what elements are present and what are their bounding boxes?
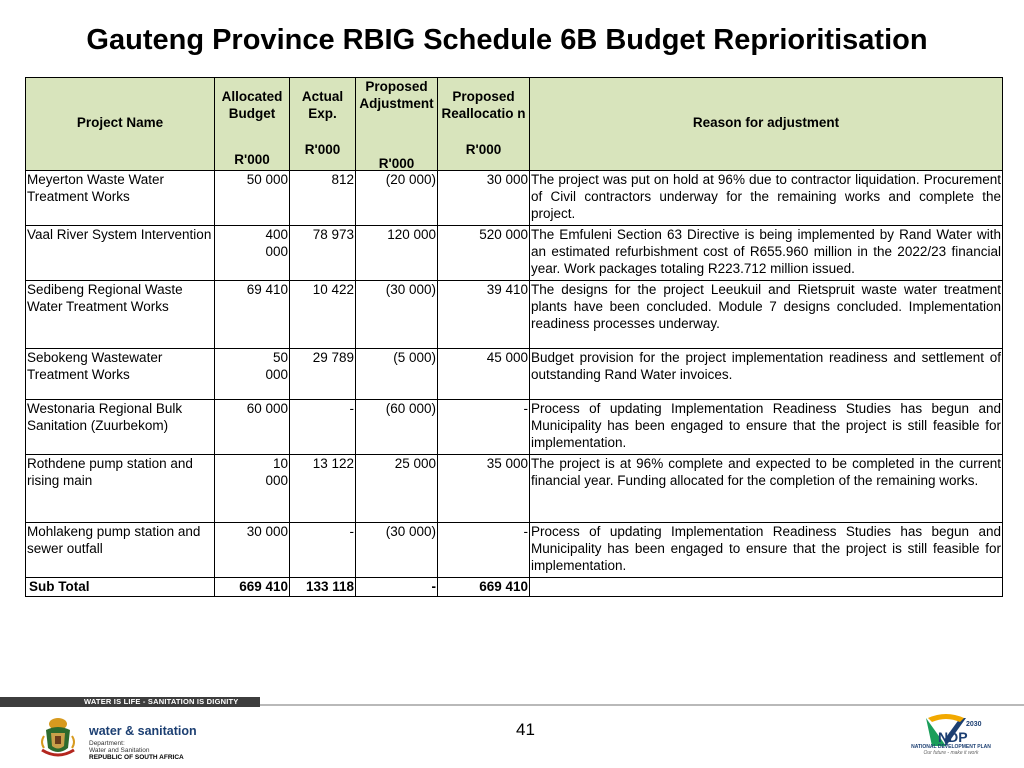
header-proposed-reallocation: Proposed Reallocatio n R'000 bbox=[438, 78, 530, 171]
actual-cell: 812 bbox=[290, 171, 356, 226]
reason-cell: Process of updating Implementation Readiness Studies has begun and Municipality has been engaged to ensure that the project is still feasible for implementation. bbox=[530, 400, 1003, 455]
header-reallocation-unit: R'000 bbox=[465, 142, 502, 157]
adjustment-cell: (60 000) bbox=[356, 400, 438, 455]
header-allocated-unit: R'000 bbox=[234, 152, 270, 167]
actual-cell: 10 422 bbox=[290, 281, 356, 349]
allocated-cell: 69 410 bbox=[215, 281, 290, 349]
reallocation-cell: 520 000 bbox=[438, 226, 530, 281]
allocated-cell: 50 000 bbox=[215, 171, 290, 226]
reason-cell: The designs for the project Leeukuil and Rietspruit waste water treatment plants have been concluded. Module 7 designs concluded. Implementation readiness processes underway. bbox=[530, 281, 1003, 349]
actual-cell: 78 973 bbox=[290, 226, 356, 281]
ndp-caption: NATIONAL DEVELOPMENT PLAN Our future - make it work bbox=[911, 744, 991, 756]
reallocation-cell: 39 410 bbox=[438, 281, 530, 349]
reason-cell: Process of updating Implementation Readiness Studies has begun and Municipality has been engaged to ensure that the project is still feasible for implementation. bbox=[530, 523, 1003, 578]
subtotal-allocated: 669 410 bbox=[215, 578, 290, 597]
department-details: Department: Water and Sanitation REPUBLIC OF SOUTH AFRICA bbox=[89, 740, 184, 761]
allocated-cell: 400 000 bbox=[215, 226, 290, 281]
subtotal-actual: 133 118 bbox=[290, 578, 356, 597]
adjustment-cell: (5 000) bbox=[356, 349, 438, 400]
project-name-cell: Westonaria Regional Bulk Sanitation (Zuurbekom) bbox=[26, 400, 215, 455]
adjustment-cell: 120 000 bbox=[356, 226, 438, 281]
table-header-row bbox=[26, 78, 1003, 171]
allocated-cell: 50 000 bbox=[215, 349, 290, 400]
ndp-label: NDP bbox=[938, 729, 968, 745]
actual-cell: 13 122 bbox=[290, 455, 356, 523]
coat-of-arms-icon bbox=[38, 716, 78, 760]
subtotal-reason bbox=[530, 578, 1003, 597]
ndp-year: 2030 bbox=[966, 721, 982, 728]
project-name-cell: Mohlakeng pump station and sewer outfall bbox=[26, 523, 215, 578]
adjustment-cell: (30 000) bbox=[356, 281, 438, 349]
subtotal-label: Sub Total bbox=[26, 578, 215, 597]
allocated-cell: 10 000 bbox=[215, 455, 290, 523]
header-proposed-adjustment: Proposed Adjustment R'000 bbox=[356, 78, 438, 171]
table-row bbox=[26, 455, 1003, 523]
department-name: water & sanitation bbox=[89, 724, 197, 738]
header-reason: Reason for adjustment bbox=[530, 78, 1003, 171]
reallocation-cell: - bbox=[438, 400, 530, 455]
project-name-cell: Sebokeng Wastewater Treatment Works bbox=[26, 349, 215, 400]
table-row bbox=[26, 226, 1003, 281]
header-adjustment-unit: R'000 bbox=[378, 156, 415, 171]
reallocation-cell: - bbox=[438, 523, 530, 578]
reason-cell: The Emfuleni Section 63 Directive is being implemented by Rand Water with an estimated refurbishment cost of R655.960 million in the 2022/23 financial year. Work packages totaling R223.712 million issued. bbox=[530, 226, 1003, 281]
reason-cell: Budget provision for the project implementation readiness and settlement of outstanding Rand Water invoices. bbox=[530, 349, 1003, 400]
page-number: 41 bbox=[516, 720, 535, 739]
header-project-name: Project Name bbox=[26, 78, 215, 171]
subtotal-reallocation: 669 410 bbox=[438, 578, 530, 597]
actual-cell: - bbox=[290, 400, 356, 455]
header-allocated-budget: Allocated Budget R'000 bbox=[215, 78, 290, 171]
footer-divider bbox=[260, 704, 1024, 706]
header-actual-exp: Actual Exp. R'000 bbox=[290, 78, 356, 171]
table-row bbox=[26, 281, 1003, 349]
table-row bbox=[26, 400, 1003, 455]
adjustment-cell: (20 000) bbox=[356, 171, 438, 226]
reallocation-cell: 45 000 bbox=[438, 349, 530, 400]
project-name-cell: Meyerton Waste Water Treatment Works bbox=[26, 171, 215, 226]
subtotal-row bbox=[26, 578, 1003, 597]
actual-cell: 29 789 bbox=[290, 349, 356, 400]
subtotal-adjustment: - bbox=[356, 578, 438, 597]
project-name-cell: Sedibeng Regional Waste Water Treatment Works bbox=[26, 281, 215, 349]
allocated-cell: 60 000 bbox=[215, 400, 290, 455]
table-row bbox=[26, 523, 1003, 578]
table-row bbox=[26, 349, 1003, 400]
reason-cell: The project was put on hold at 96% due to contractor liquidation. Procurement of Civil contractors underway for the remaining works and complete the project. bbox=[530, 171, 1003, 226]
budget-table bbox=[25, 77, 1003, 597]
allocated-cell: 30 000 bbox=[215, 523, 290, 578]
reallocation-cell: 35 000 bbox=[438, 455, 530, 523]
reason-cell: The project is at 96% complete and expected to be completed in the current financial year. Funding allocated for the completion of the remaining works. bbox=[530, 455, 1003, 523]
footer-slogan: WATER IS LIFE - SANITATION IS DIGNITY bbox=[84, 697, 239, 706]
header-actual-unit: R'000 bbox=[304, 142, 341, 157]
adjustment-cell: 25 000 bbox=[356, 455, 438, 523]
adjustment-cell: (30 000) bbox=[356, 523, 438, 578]
page-title: Gauteng Province RBIG Schedule 6B Budget Reprioritisation bbox=[86, 24, 928, 56]
reallocation-cell: 30 000 bbox=[438, 171, 530, 226]
actual-cell: - bbox=[290, 523, 356, 578]
table-row bbox=[26, 171, 1003, 226]
project-name-cell: Vaal River System Intervention bbox=[26, 226, 215, 281]
project-name-cell: Rothdene pump station and rising main bbox=[26, 455, 215, 523]
